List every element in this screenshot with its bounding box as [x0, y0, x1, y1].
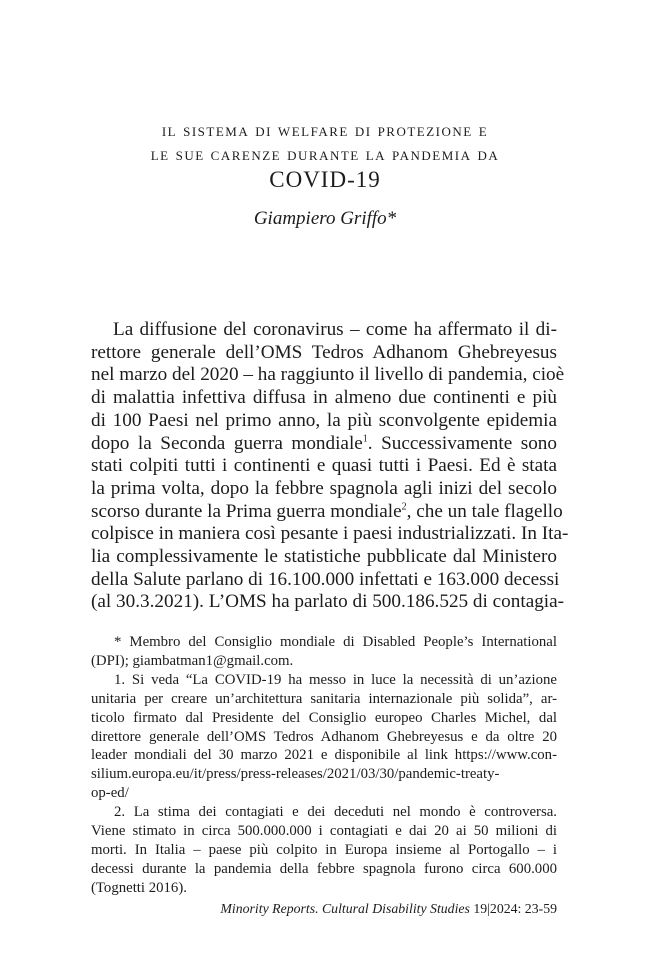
title-line-3: COVID-19	[269, 167, 381, 192]
footnote-2-line: decessi durante la pandemia della febbre spagnola furono circa 600.000	[91, 860, 557, 877]
journal-name: Minority Reports. Cultural Disability Studies	[220, 901, 470, 916]
footnote-star-line: (DPI); giambatman1@gmail.com.	[91, 652, 294, 669]
body-line: della Salute parlano di 16.100.000 infettati e 163.000 decessi	[91, 568, 560, 590]
title-line-1: il sistema di welfare di protezione e	[161, 120, 489, 140]
body-line: colpisce in maniera così pesante i paesi industrializzati. In Ita-	[91, 523, 569, 545]
body-line: stati colpiti tutti i continenti e quasi tutti i Paesi. Ed è stata	[91, 455, 557, 477]
body-line: rettore generale dell’OMS Tedros Adhanom Ghebreyesus	[91, 341, 557, 363]
footnote-1-line: unitaria per creare un’architettura sanitaria internazionale più solida”, ar-	[91, 690, 557, 707]
footnote-ref-1[interactable]: 1	[362, 433, 368, 445]
footnote-2-line: Viene stimato in circa 500.000.000 i contagiati e dai 20 ai 50 milioni di	[91, 823, 557, 840]
article-title	[0, 118, 650, 194]
footnote-ref-2[interactable]: 2	[401, 501, 407, 513]
footnote-2-line: 2. La stima dei contagiati e dei deceduti nel mondo è controversa.	[114, 804, 557, 821]
body-line-part: . Successivamente sono	[367, 432, 557, 454]
body-line-part: , che un tale flagello	[406, 500, 563, 522]
title-line-2: le sue carenze durante la pandemia da	[150, 144, 500, 164]
footnote-1-line: 1. Si veda “La COVID-19 ha messo in luce la necessità di un’azione	[114, 671, 557, 688]
body-line: (al 30.3.2021). L’OMS ha parlato di 500.186.525 di contagia-	[91, 591, 565, 613]
body-line	[91, 433, 557, 456]
footnote-1-line: op-ed/	[91, 785, 129, 802]
body-line: di 100 Paesi nel primo anno, la più sconvolgente epidemia	[91, 409, 557, 431]
body-line	[91, 500, 563, 524]
body-line: di malattia infettiva diffusa in almeno due continenti e più	[91, 387, 557, 409]
article-body	[91, 319, 569, 614]
footnote-1-line: ticolo firmato dal Presidente del Consiglio europeo Charles Michel, dal	[91, 709, 557, 726]
footnote-1-line: silium.europa.eu/it/press/press-releases/2021/03/30/pandemic-treaty-	[91, 766, 500, 783]
author-name: Giampiero Griffo*	[253, 208, 397, 229]
running-footer	[220, 901, 557, 917]
issue-pages: 19|2024: 23-59	[473, 901, 557, 916]
footnote-2-line: morti. In Italia – paese più colpito in Europa insieme al Portogallo – i	[91, 841, 557, 858]
footnotes	[91, 633, 557, 898]
body-line: La diffusione del coronavirus – come ha affermato il di-	[113, 319, 557, 340]
body-line: lia complessivamente le statistiche pubblicate dal Ministero	[91, 546, 557, 568]
body-line-part: dopo la Seconda guerra mondiale	[91, 432, 363, 454]
footnote-1-line: leader mondiali del 30 marzo 2021 e disponibile al link https://www.con-	[91, 747, 557, 764]
body-line: nel marzo del 2020 – ha raggiunto il livello di pandemia, cioè	[91, 364, 565, 386]
footnote-2-line: (Tognetti 2016).	[91, 879, 187, 896]
body-line-part: scorso durante la Prima guerra mondiale	[91, 500, 402, 522]
body-line: la prima volta, dopo la febbre spagnola agli inizi del secolo	[91, 477, 557, 499]
footnote-star-line: * Membro del Consiglio mondiale di Disabled People’s International	[114, 634, 557, 650]
footnote-1-line: direttore generale dell’OMS Tedros Adhanom Ghebreyesus e da oltre 20	[91, 728, 557, 745]
